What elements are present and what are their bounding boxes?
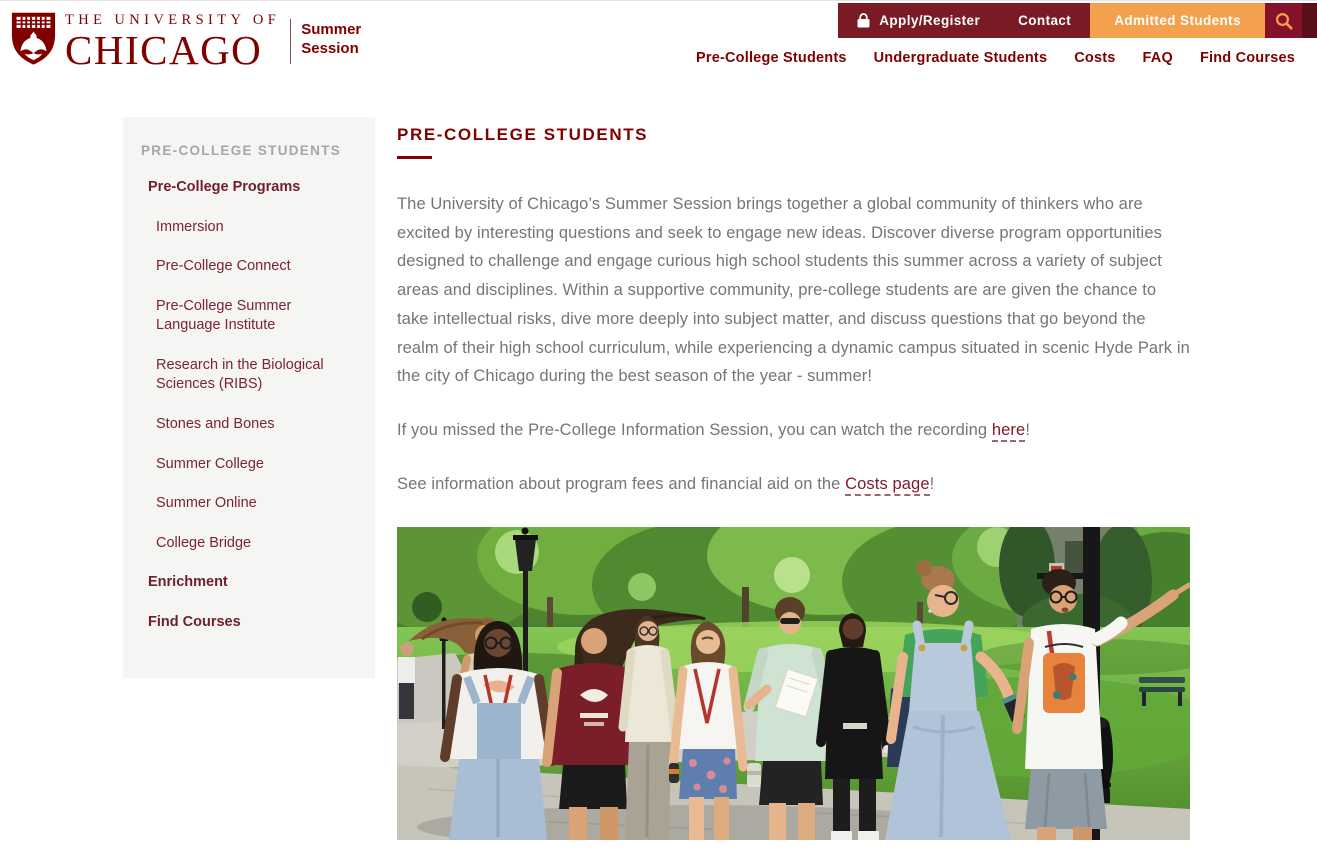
- page-title: PRE-COLLEGE STUDENTS: [397, 125, 649, 144]
- campus-photo: [397, 527, 1190, 840]
- recording-paragraph: [397, 416, 1190, 445]
- sidebar-item-immersion[interactable]: Immersion: [156, 218, 224, 235]
- brand-subtitle-line1: Summer: [301, 21, 362, 38]
- utility-bar-endcap: [1302, 3, 1317, 38]
- search-button[interactable]: [1265, 3, 1302, 38]
- sidebar-list: [141, 178, 357, 632]
- nav-faq[interactable]: FAQ: [1142, 50, 1173, 66]
- costs-paragraph: [397, 470, 1190, 499]
- sidebar-item-summer-language-institute[interactable]: Pre-College Summer Language Institute: [156, 297, 292, 334]
- admitted-students-link[interactable]: [1090, 3, 1265, 38]
- sidebar-item-pre-college-programs[interactable]: Pre-College Programs: [148, 179, 301, 195]
- sidebar-item-stones-and-bones[interactable]: Stones and Bones: [156, 415, 275, 432]
- sidebar-item-summer-online[interactable]: Summer Online: [156, 495, 257, 512]
- recording-here-link[interactable]: here: [992, 421, 1025, 442]
- sidebar-menu: [123, 117, 375, 678]
- brand-subtitle-line2: Session: [301, 39, 359, 57]
- sidebar-item-pre-college-connect[interactable]: Pre-College Connect: [156, 258, 291, 275]
- nav-pre-college-students[interactable]: Pre-College Students: [695, 50, 847, 66]
- nav-undergraduate-students[interactable]: Undergraduate Students: [873, 50, 1048, 66]
- content-layout: [123, 117, 1317, 840]
- sidebar-title: PRE-COLLEGE STUDENTS: [141, 143, 342, 158]
- main-navigation: [696, 50, 1295, 66]
- sidebar-item-summer-college[interactable]: Summer College: [156, 455, 264, 472]
- recording-text-pre: If you missed the Pre-College Information Session, you can watch the recording: [397, 420, 992, 439]
- apply-register-link[interactable]: [838, 3, 999, 38]
- apply-register-label: Apply/Register: [879, 13, 981, 28]
- nav-costs[interactable]: Costs: [1074, 50, 1116, 66]
- sidebar-item-ribs[interactable]: Research in the Biological Sciences (RIBS): [156, 356, 324, 393]
- title-underline: [397, 156, 432, 159]
- contact-label: Contact: [1018, 13, 1072, 28]
- sidebar-item-find-courses[interactable]: Find Courses: [148, 613, 241, 630]
- wordmark-top: THE UNIVERSITY OF: [65, 12, 281, 28]
- campus-photo-illustration: [397, 527, 1190, 840]
- site-header: [0, 1, 1317, 98]
- wordmark-main: CHICAGO: [65, 27, 263, 73]
- sidebar-item-enrichment[interactable]: Enrichment: [148, 574, 228, 591]
- wordmark: [65, 9, 280, 71]
- nav-find-courses[interactable]: Find Courses: [1199, 50, 1295, 66]
- costs-text-pre: See information about program fees and financial aid on the: [397, 474, 846, 493]
- sidebar-item-college-bridge[interactable]: College Bridge: [156, 534, 252, 551]
- lock-icon: [857, 13, 870, 28]
- recording-text-post: !: [1025, 420, 1030, 439]
- site-logo[interactable]: [10, 9, 361, 71]
- brand-subtitle: [301, 21, 361, 59]
- utility-bar: [838, 3, 1317, 38]
- costs-page-link[interactable]: Costs page: [845, 475, 929, 496]
- intro-paragraph: The University of Chicago’s Summer Session brings together a global community of thinkers who are excited by interesting questions and seek to engage new ideas. Discover diverse program opportunities designed to challenge and engage curious high school students this summer across a variety of subject areas and disciplines. Within a supportive community, pre-college students are are given the chance to take intellectual risks, dive more deeply into subject matter, and discuss questions that go beyond the realm of their high school curriculum, while experiencing a dynamic campus situated in scenic Hyde Park in the city of Chicago during the best season of the year - summer!: [397, 195, 1190, 386]
- costs-text-post: !: [929, 474, 935, 493]
- main-content: [397, 117, 1190, 840]
- search-icon: [1275, 12, 1293, 30]
- brand-divider: [290, 19, 291, 64]
- admitted-students-label: Admitted Students: [1114, 13, 1241, 28]
- university-crest-icon: [10, 11, 57, 67]
- contact-link[interactable]: [999, 3, 1090, 38]
